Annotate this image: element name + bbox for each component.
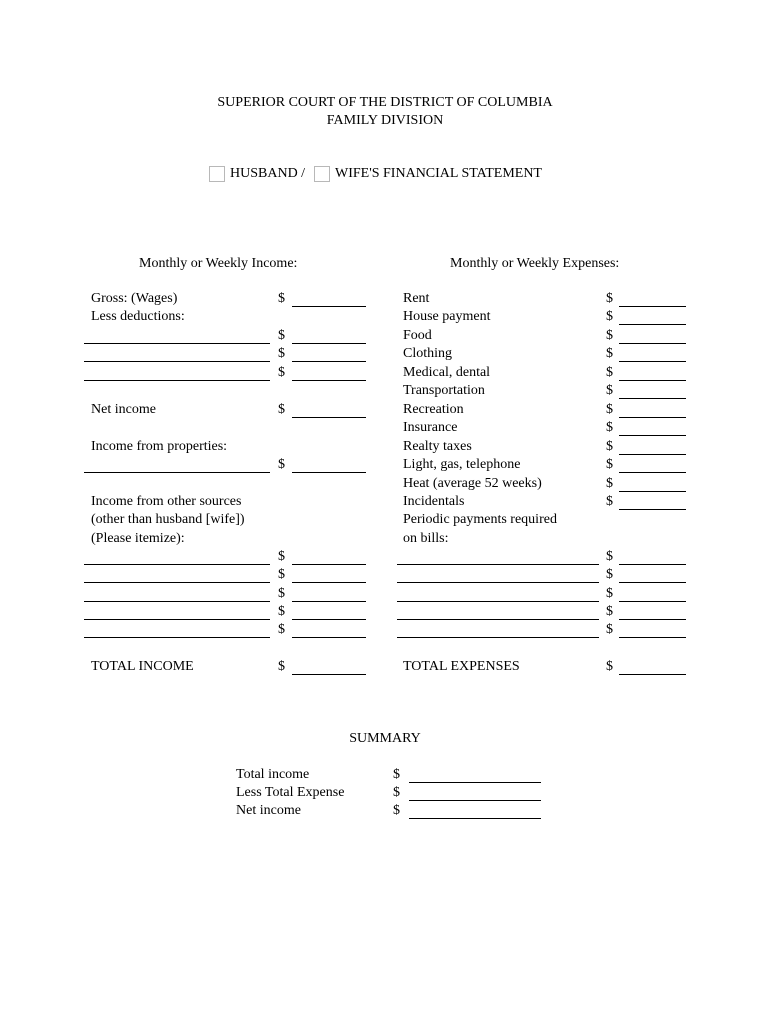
income-heading: Monthly or Weekly Income:: [139, 256, 298, 271]
gross-wages-label: Gross: (Wages): [91, 291, 178, 306]
total-expenses-amount-field[interactable]: [619, 674, 686, 675]
expense-2-dollar-sign: $: [606, 309, 613, 324]
husband-label: HUSBAND /: [230, 166, 306, 181]
expense-transportation-label: Transportation: [403, 383, 485, 398]
expense-house-payment-label: House payment: [403, 309, 491, 324]
periodic-payment-5-dollar-sign: $: [606, 622, 613, 637]
other-income-5-amount-field[interactable]: [292, 637, 366, 638]
expense-2-amount-field[interactable]: [619, 324, 686, 325]
deduction-2-description-field[interactable]: [84, 361, 270, 362]
summary-row-2-amount-field[interactable]: [409, 800, 541, 801]
income-properties-label: Income from properties:: [91, 439, 228, 454]
expense-5-dollar-sign: $: [606, 365, 613, 380]
expense-1-dollar-sign: $: [606, 291, 613, 306]
expense-5-amount-field[interactable]: [619, 380, 686, 381]
expense-12-amount-field[interactable]: [619, 509, 686, 510]
other-income-2-amount-field[interactable]: [292, 582, 366, 583]
expense-10-amount-field[interactable]: [619, 472, 686, 473]
expense-7-amount-field[interactable]: [619, 417, 686, 418]
periodic-payment-2-description-field[interactable]: [397, 582, 599, 583]
expense-realty-taxes-label: Realty taxes: [403, 439, 472, 454]
periodic-payment-4-description-field[interactable]: [397, 619, 599, 620]
summary-row-2-dollar-sign: $: [393, 785, 400, 800]
expense-insurance-label: Insurance: [403, 420, 458, 435]
other-income-4-amount-field[interactable]: [292, 619, 366, 620]
periodic-payment-3-description-field[interactable]: [397, 601, 599, 602]
expense-9-dollar-sign: $: [606, 439, 613, 454]
summary-row-3-amount-field[interactable]: [409, 818, 541, 819]
deduction-1-dollar-sign: $: [278, 328, 285, 343]
expense-medical-label: Medical, dental: [403, 365, 491, 380]
periodic-payment-1-description-field[interactable]: [397, 564, 599, 565]
expense-3-dollar-sign: $: [606, 328, 613, 343]
property-income-amount-field[interactable]: [292, 472, 366, 473]
deduction-3-amount-field[interactable]: [292, 380, 366, 381]
deduction-3-dollar-sign: $: [278, 365, 285, 380]
expense-clothing-label: Clothing: [403, 346, 453, 361]
wife-checkbox[interactable]: [314, 166, 330, 182]
summary-row-1-amount-field[interactable]: [409, 782, 541, 783]
periodic-payment-3-amount-field[interactable]: [619, 601, 686, 602]
total-expenses-label: TOTAL EXPENSES: [403, 659, 520, 674]
expense-11-amount-field[interactable]: [619, 491, 686, 492]
expense-6-dollar-sign: $: [606, 383, 613, 398]
periodic-payments-label-2: on bills:: [403, 531, 449, 546]
expense-3-amount-field[interactable]: [619, 343, 686, 344]
other-income-1-dollar-sign: $: [278, 549, 285, 564]
other-sources-label-1: Income from other sources: [91, 494, 242, 509]
periodic-payment-3-dollar-sign: $: [606, 586, 613, 601]
division-title: FAMILY DIVISION: [326, 113, 444, 128]
other-sources-label-3: (Please itemize):: [91, 531, 185, 546]
expense-1-amount-field[interactable]: [619, 306, 686, 307]
summary-total-income-label: Total income: [236, 767, 310, 782]
periodic-payments-label-1: Periodic payments required: [403, 512, 557, 527]
deduction-2-amount-field[interactable]: [292, 361, 366, 362]
deduction-1-amount-field[interactable]: [292, 343, 366, 344]
periodic-payment-5-description-field[interactable]: [397, 637, 599, 638]
other-income-4-description-field[interactable]: [84, 619, 270, 620]
periodic-payment-5-amount-field[interactable]: [619, 637, 686, 638]
expense-11-dollar-sign: $: [606, 476, 613, 491]
other-income-5-description-field[interactable]: [84, 637, 270, 638]
husband-checkbox[interactable]: [209, 166, 225, 182]
expense-8-amount-field[interactable]: [619, 435, 686, 436]
total-income-amount-field[interactable]: [292, 674, 366, 675]
periodic-payment-2-amount-field[interactable]: [619, 582, 686, 583]
periodic-payment-1-amount-field[interactable]: [619, 564, 686, 565]
net-income-label: Net income: [91, 402, 156, 417]
expenses-heading: Monthly or Weekly Expenses:: [450, 256, 620, 271]
expense-4-dollar-sign: $: [606, 346, 613, 361]
expense-12-dollar-sign: $: [606, 494, 613, 509]
expense-9-amount-field[interactable]: [619, 454, 686, 455]
less-deductions-label: Less deductions:: [91, 309, 185, 324]
summary-heading: SUMMARY: [349, 731, 421, 746]
expense-8-dollar-sign: $: [606, 420, 613, 435]
total-expenses-dollar-sign: $: [606, 659, 613, 674]
expense-heat-label: Heat (average 52 weeks): [403, 476, 542, 491]
other-income-1-amount-field[interactable]: [292, 564, 366, 565]
expense-4-amount-field[interactable]: [619, 361, 686, 362]
net-income-amount-field[interactable]: [292, 417, 366, 418]
summary-row-1-dollar-sign: $: [393, 767, 400, 782]
other-income-3-dollar-sign: $: [278, 586, 285, 601]
total-income-label: TOTAL INCOME: [91, 659, 194, 674]
periodic-payment-1-dollar-sign: $: [606, 549, 613, 564]
periodic-payment-4-dollar-sign: $: [606, 604, 613, 619]
statement-title: WIFE'S FINANCIAL STATEMENT: [335, 166, 542, 181]
total-income-dollar-sign: $: [278, 659, 285, 674]
other-income-1-description-field[interactable]: [84, 564, 270, 565]
other-income-5-dollar-sign: $: [278, 622, 285, 637]
deduction-3-description-field[interactable]: [84, 380, 270, 381]
property-income-description-field[interactable]: [84, 472, 270, 473]
summary-less-expense-label: Less Total Expense: [236, 785, 345, 800]
deduction-2-dollar-sign: $: [278, 346, 285, 361]
other-income-2-dollar-sign: $: [278, 567, 285, 582]
expense-incidentals-label: Incidentals: [403, 494, 465, 509]
other-income-3-description-field[interactable]: [84, 601, 270, 602]
periodic-payment-2-dollar-sign: $: [606, 567, 613, 582]
other-income-4-dollar-sign: $: [278, 604, 285, 619]
other-sources-label-2: (other than husband [wife]): [91, 512, 245, 527]
other-income-2-description-field[interactable]: [84, 582, 270, 583]
other-income-3-amount-field[interactable]: [292, 601, 366, 602]
expense-7-dollar-sign: $: [606, 402, 613, 417]
gross-wages-dollar-sign: $: [278, 291, 285, 306]
court-title: SUPERIOR COURT OF THE DISTRICT OF COLUMBIA: [217, 95, 553, 110]
property-income-dollar-sign: $: [278, 457, 285, 472]
expense-utilities-label: Light, gas, telephone: [403, 457, 521, 472]
expense-10-dollar-sign: $: [606, 457, 613, 472]
deduction-1-description-field[interactable]: [84, 343, 270, 344]
expense-food-label: Food: [403, 328, 432, 343]
gross-wages-amount-field[interactable]: [292, 306, 366, 307]
expense-recreation-label: Recreation: [403, 402, 464, 417]
expense-rent-label: Rent: [403, 291, 430, 306]
summary-net-income-label: Net income: [236, 803, 301, 818]
expense-6-amount-field[interactable]: [619, 398, 686, 399]
periodic-payment-4-amount-field[interactable]: [619, 619, 686, 620]
summary-row-3-dollar-sign: $: [393, 803, 400, 818]
net-income-dollar-sign: $: [278, 402, 285, 417]
